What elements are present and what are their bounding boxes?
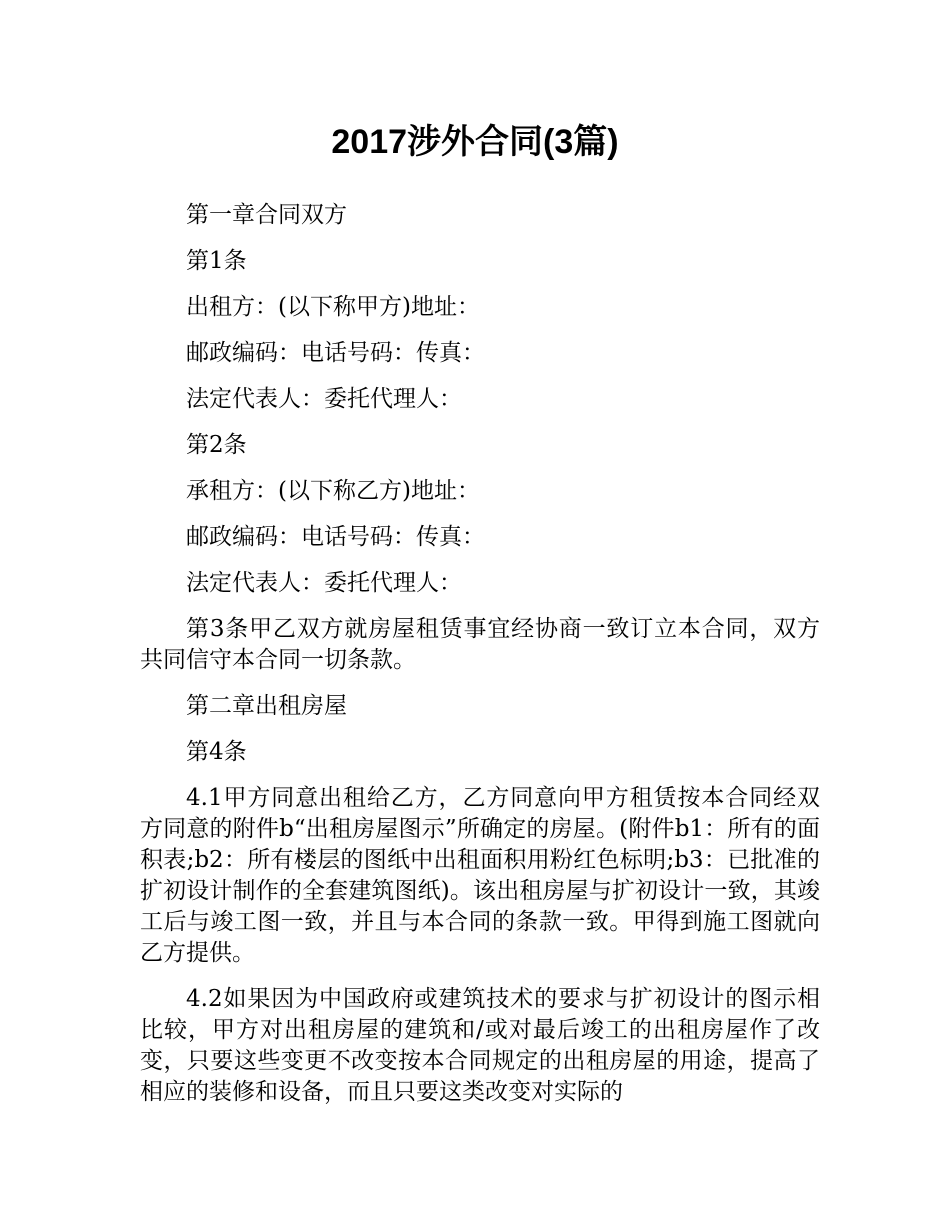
paragraph: 承租方：(以下称乙方)地址： <box>186 478 480 504</box>
article-heading: 第4条 <box>186 739 247 765</box>
document-body <box>140 200 820 1123</box>
paragraph: 4.1甲方同意出租给乙方，乙方同意向甲方租赁按本合同经双方同意的附件b“出租房屋图示”所确定的房屋。(附件b1：所有的面积表;b2：所有楼层的图纸中出租面积用粉红色标明;b3：已批准的扩初设计制作的全套建筑图纸)。该出租房屋与扩初设计一致，其竣工后与竣工图一致，并且与本合同的条款一致。甲得到施工图就向乙方提供。 <box>140 785 820 966</box>
article-heading: 第2条 <box>186 432 247 458</box>
paragraph: 出租方：(以下称甲方)地址： <box>186 294 480 320</box>
paragraph: 第3条甲乙双方就房屋租赁事宜经协商一致订立本合同，双方共同信守本合同一切条款。 <box>140 616 820 673</box>
article-heading: 第1条 <box>186 248 247 274</box>
paragraph: 邮政编码：电话号码：传真： <box>186 524 485 550</box>
paragraph: 4.2如果因为中国政府或建筑技术的要求与扩初设计的图示相比较，甲方对出租房屋的建筑和/或对最后竣工的出租房屋作了改变，只要这些变更不改变按本合同规定的出租房屋的用途，提高了相应的装修和设备，而且只要这类改变对实际的 <box>140 986 820 1105</box>
paragraph: 法定代表人：委托代理人： <box>186 570 462 596</box>
chapter-heading: 第二章出租房屋 <box>186 693 347 719</box>
document-title: 2017涉外合同(3篇) <box>331 123 619 161</box>
chapter-heading: 第一章合同双方 <box>186 202 347 228</box>
paragraph: 法定代表人：委托代理人： <box>186 386 462 412</box>
paragraph: 邮政编码：电话号码：传真： <box>186 340 485 366</box>
